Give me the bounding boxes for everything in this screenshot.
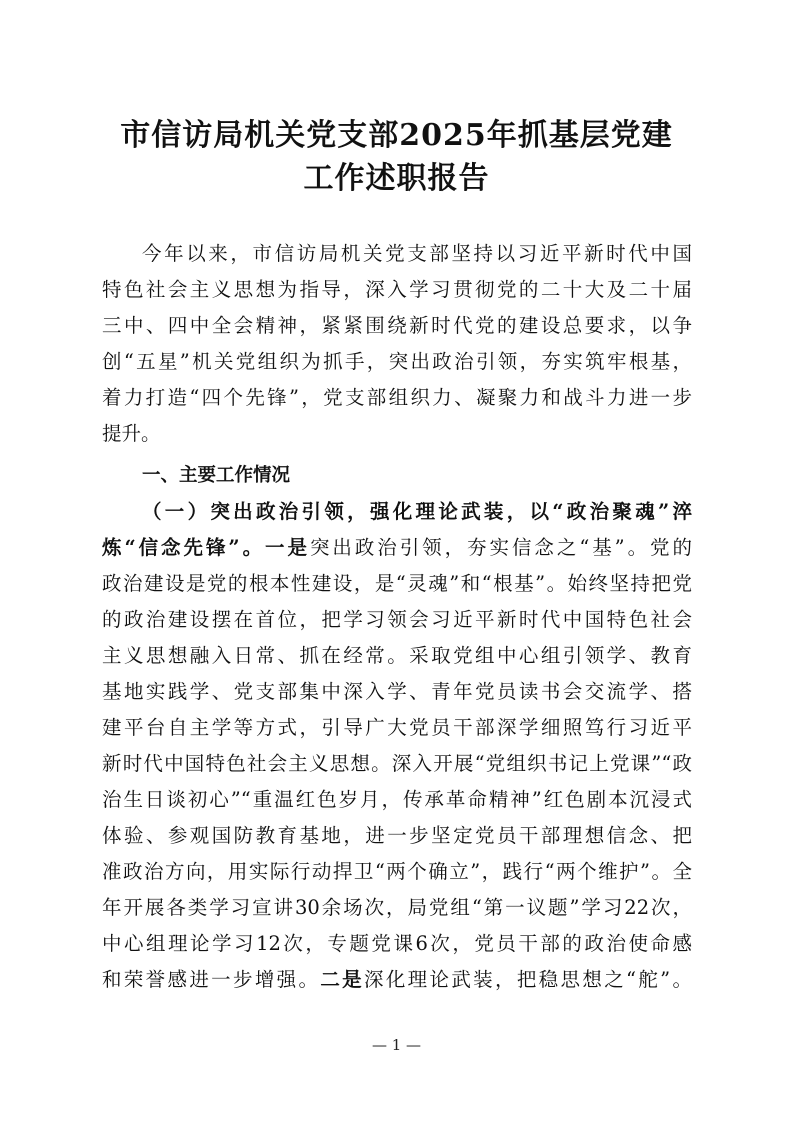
body-line: 治生日谈初心”“重温红色岁月，传承革命精神”红色剧本沉浸式 [102,788,692,811]
intro-line: 着力打造“四个先锋”，党支部组织力、凝聚力和战斗力进一步 [102,386,692,409]
page-number: — 1 — [371,1036,422,1054]
body-line: 年开展各类学习宣讲30余场次，局党组“第一议题”学习22次， [102,896,692,919]
body-line: 准政治方向，用实际行动捍卫“两个确立”，践行“两个维护”。全 [102,860,692,883]
point-marker: 二是 [320,968,365,991]
body-line: 中心组理论学习12次，专题党课6次，党员干部的政治使命感 [102,932,692,955]
section-heading: 一、主要工作情况 [142,465,291,486]
document-title-line-2: 工作述职报告 [303,161,490,196]
point-marker: 一是 [265,536,310,559]
body-line: 主义思想融入日常、抓在经常。采取党组中心组引领学、教育 [102,644,692,667]
subsection-heading-end: 炼“信念先锋”。 [102,536,266,559]
body-line: 体验、参观国防教育基地，进一步坚定党员干部理想信念、把 [102,824,692,847]
intro-line: 今年以来，市信访局机关党支部坚持以习近平新时代中国 [142,242,692,265]
document-title-line-1: 市信访局机关党支部2025年抓基层党建 [120,118,673,153]
body-line: 的政治建设摆在首位，把学习领会习近平新时代中国特色社会 [102,608,692,631]
subsection-heading: （一）突出政治引领，强化理论武装，以“政治聚魂”淬 [142,500,692,523]
intro-line: 创“五星”机关党组织为抓手，突出政治引领，夯实筑牢根基， [102,350,692,373]
body-line: 建平台自主学等方式，引导广大党员干部深学细照笃行习近平 [102,716,692,739]
subsection-heading-continued [102,530,692,566]
body-line: 基地实践学、党支部集中深入学、青年党员读书会交流学、搭 [102,680,692,703]
intro-line: 特色社会主义思想为指导，深入学习贯彻党的二十大及二十届 [102,278,692,301]
body-line: 新时代中国特色社会主义思想。深入开展“党组织书记上党课”“政 [102,752,692,775]
body-line: 政治建设是党的根本性建设，是“灵魂”和“根基”。始终坚持把党 [102,572,692,595]
body-text: 和荣誉感进一步增强。 [102,968,321,991]
body-line-final [102,962,692,998]
intro-line: 三中、四中全会精神，紧紧围绕新时代党的建设总要求，以争 [102,314,692,337]
body-text: 突出政治引领，夯实信念之“基”。党的 [309,536,692,559]
intro-line: 提升。 [102,422,161,445]
body-text: 深化理论武装，把稳思想之“舵”。 [364,968,692,991]
